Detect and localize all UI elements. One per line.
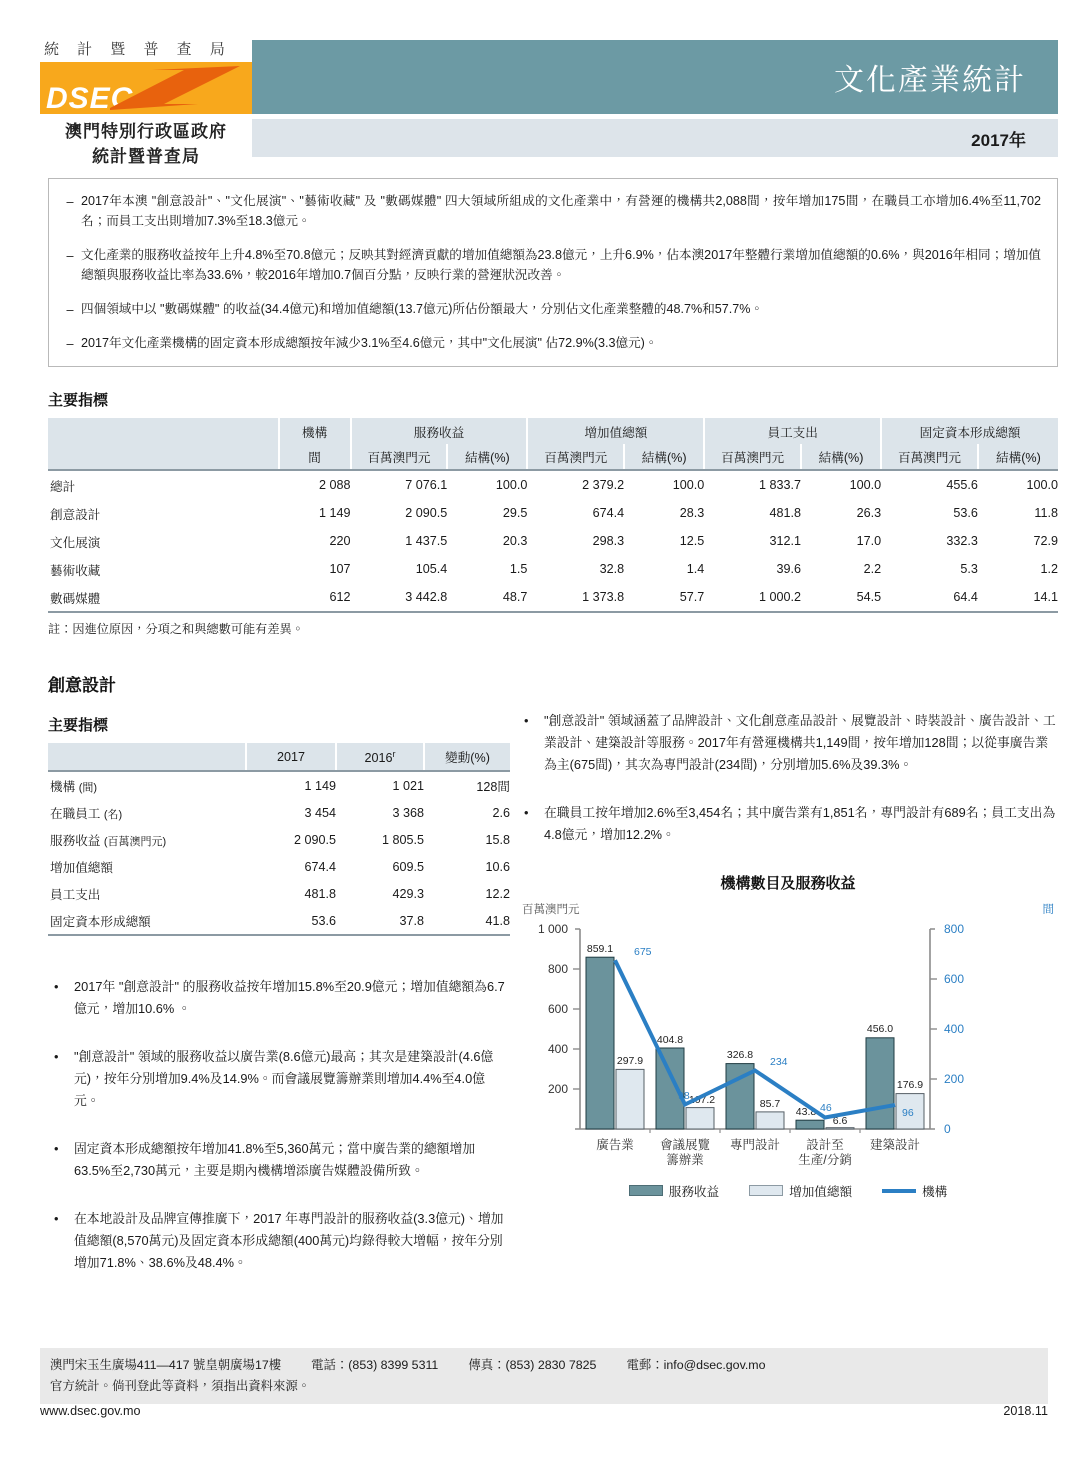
row-label: 文化展演: [50, 535, 101, 550]
footer-disclaimer: 官方統計。倘刊登此等資料，須指出資料來源。: [50, 1379, 311, 1394]
unit-header: 結構(%): [624, 444, 704, 469]
main-table-heading: 主要指標: [48, 392, 109, 410]
cell-2016: 1 805.5: [381, 832, 424, 847]
row-label: 增加值總額: [50, 861, 113, 876]
highlight-item: [59, 299, 1041, 320]
cell: 100.0: [849, 478, 882, 493]
row-label: 總計: [50, 479, 76, 494]
cell: 1 437.5: [405, 534, 448, 549]
group-header-gfcf: 固定資本形成總額: [881, 418, 1058, 444]
bar-label-value-added: 6.6: [832, 1115, 848, 1128]
creative-design-indicators-table: [48, 743, 510, 936]
row-label: 在職員工 (名): [50, 807, 123, 822]
cell: 674.4: [592, 506, 625, 521]
cell: 481.8: [769, 506, 801, 521]
group-header-value-added: 增加值總額: [527, 418, 704, 444]
bar-label-value-added: 176.9: [896, 1079, 924, 1092]
row-label: 藝術收藏: [50, 563, 101, 578]
right-axis: [930, 922, 964, 1136]
line-label: 46: [820, 1102, 832, 1115]
bullet-item: [48, 1138, 508, 1182]
highlight-text: 2017年文化產業機構的固定資本形成總額按年減少3.1%至4.6億元，其中"文化展演" 佔72.9%(3.3億元)。: [81, 335, 658, 350]
logo-orange-plate: [40, 62, 252, 114]
cell: 2 090.5: [405, 506, 448, 521]
corner-cell-2: [48, 444, 279, 469]
table-row: [48, 527, 1058, 555]
cell: 72.9: [1033, 534, 1058, 549]
lightning-bolt-icon: [102, 64, 247, 112]
bar-label-revenue: 43.8: [795, 1106, 817, 1119]
table-row: [48, 907, 510, 934]
bullet-marker: •: [54, 1211, 59, 1227]
row-label: 服務收益 (百萬澳門元): [50, 834, 167, 849]
combo-chart-plot: [518, 917, 1006, 1167]
x-label-1b: 籌辦業: [666, 1153, 704, 1168]
chart-title: 機構數目及服務收益: [720, 875, 856, 893]
bullet-text: 2017年 "創意設計" 的服務收益按年增加15.8%至20.9億元；增加值總額為6.7億元，增加10.6% 。: [74, 979, 505, 1017]
bullet-item: [48, 976, 508, 1020]
y-axis-unit-label: 百萬澳門元: [522, 904, 580, 917]
cell-2017: 481.8: [304, 886, 336, 901]
unit-header: 結構(%): [978, 444, 1058, 469]
x-label-4: 建築設計: [869, 1138, 921, 1153]
page-title: 文化產業統計: [834, 64, 1026, 97]
cell: 32.8: [599, 562, 625, 577]
cell: 1 373.8: [582, 590, 625, 605]
year-bar: [252, 119, 1058, 157]
header-right: [252, 38, 1058, 157]
footer-contact-strip: [40, 1348, 1048, 1404]
right-column: [508, 702, 1080, 1300]
y-tick-1000: 1 000: [537, 922, 568, 937]
x-label-3b: 生產/分銷: [798, 1153, 852, 1168]
main-indicators-table: [48, 418, 1058, 613]
line-label: 234: [770, 1056, 788, 1069]
highlight-text: 文化產業的服務收益按年上升4.8%至70.8億元；反映其對經濟貢獻的增加值總額為23.8億元，上升6.9%，佔本澳2017年整體行業增加值總額的0.6%，與2016年相同；增加值總額與服務收益比率為33.6%，較2016年增加0.7個百分點，反映行業的營運狀況改善。: [81, 247, 1041, 283]
chart-axis-units: [518, 901, 1058, 917]
chart-container: [518, 872, 1058, 1200]
table-row: [48, 583, 1058, 611]
footer-address: 澳門宋玉生廣場411—417 號皇朝廣場17樓: [50, 1358, 282, 1372]
logo-gov-text: [40, 120, 252, 169]
y-tick-600: 600: [547, 1002, 568, 1017]
logo-acronym: DSEC: [46, 82, 134, 114]
cell: 11.8: [1034, 506, 1058, 521]
cell: 57.7: [679, 590, 705, 605]
section-title-creative-design: 創意設計: [48, 676, 116, 696]
cell-2016: 609.5: [392, 859, 424, 874]
bar-label-revenue: 456.0: [866, 1023, 894, 1036]
bar-label-revenue: 326.8: [726, 1049, 754, 1062]
y2-axis-unit-label: 間: [1042, 904, 1054, 917]
two-column-area: [0, 702, 1080, 1300]
line-label: 96: [902, 1107, 914, 1120]
cell-2016: 3 368: [392, 805, 424, 820]
bullet-marker: •: [54, 1049, 59, 1065]
col-header-change: 變動(%): [424, 743, 510, 770]
cell: 100.0: [672, 478, 705, 493]
cell: 2 088: [319, 478, 351, 493]
cell: 332.3: [946, 534, 978, 549]
table-bottom-divider: [48, 611, 1058, 613]
y-tick-400: 400: [547, 1042, 568, 1057]
cell: 312.1: [769, 534, 801, 549]
unit-header: 百萬澳門元: [881, 444, 978, 469]
bullet-text: 在本地設計及品牌宣傳推廣下，2017 年專門設計的服務收益(3.3億元)、增加值總額(8,570萬元)及固定資本形成總額(400萬元)均錄得較大增幅，按年分別增加71.8%、38.6%及48.4%。: [74, 1211, 504, 1271]
table-group-header-row: [48, 418, 1058, 444]
cell-2017: 53.6: [311, 913, 336, 928]
bar-group-mice: [656, 1034, 715, 1129]
logo-gov-line1: 澳門特別行政區政府: [65, 122, 227, 141]
cell: 1 833.7: [758, 478, 801, 493]
unit-header: 百萬澳門元: [704, 444, 801, 469]
page-header: [0, 0, 1080, 170]
group-header-staff-cost: 員工支出: [704, 418, 881, 444]
y2-tick-800: 800: [944, 922, 965, 937]
cell: 612: [329, 590, 351, 605]
legend-swatch-bar-revenue: [629, 1185, 663, 1196]
highlight-item: [59, 191, 1041, 232]
cell: 39.6: [776, 562, 801, 577]
cell: 107: [329, 562, 351, 577]
bullet-text: 在職員工按年增加2.6%至3,454名；其中廣告業有1,851名，專門設計有689名；員工支出為4.8億元，增加12.2%。: [544, 805, 1056, 843]
cell: 100.0: [495, 478, 528, 493]
table-row: [48, 499, 1058, 527]
unit-header: 百萬澳門元: [351, 444, 448, 469]
bar-label-revenue: 404.8: [656, 1034, 684, 1047]
table-row: [48, 826, 510, 853]
bullet-item: [518, 710, 1058, 776]
cell-change: 128間: [476, 780, 510, 795]
title-bar: [252, 40, 1058, 114]
footer-publication-date: 2018.11: [1003, 1404, 1048, 1418]
unit-header: 間: [279, 444, 351, 469]
footer-email[interactable]: 電郵：info@dsec.gov.mo: [626, 1358, 766, 1372]
cell-2016: 1 021: [392, 778, 424, 793]
bullet-marker: •: [54, 1141, 59, 1157]
cell: 12.5: [679, 534, 705, 549]
cell: 220: [329, 534, 351, 549]
dash-marker: –: [66, 248, 74, 263]
cell-change: 41.8: [485, 913, 510, 928]
y2-tick-600: 600: [944, 972, 965, 987]
legend-label: 服務收益: [668, 1185, 720, 1200]
cell: 7 076.1: [405, 478, 448, 493]
cell: 3 442.8: [405, 590, 448, 605]
bullet-item: [48, 1208, 508, 1274]
x-label-1a: 會議展覽: [659, 1138, 711, 1153]
bar-label-value-added: 107.2: [688, 1094, 716, 1107]
left-bullet-list: [48, 976, 508, 1274]
highlight-text: 四個領域中以 "數碼媒體" 的收益(34.4億元)和增加值總額(13.7億元)所佔份額最大，分別佔文化產業整體的48.7%和57.7%。: [81, 301, 764, 316]
row-unit: (間): [78, 782, 98, 795]
legend-item-value-added: [749, 1181, 852, 1200]
logo-top-text: 統 計 暨 普 查 局: [44, 41, 232, 58]
bar-group-architectural-design: [866, 1023, 924, 1129]
row-unit: (百萬澳門元): [103, 836, 167, 849]
cell: 2 379.2: [582, 478, 625, 493]
cell: 100.0: [1026, 478, 1058, 493]
cell: 455.6: [946, 478, 978, 493]
cell-2016: 37.8: [399, 913, 424, 928]
cell-2016: 429.3: [392, 886, 424, 901]
cell: 105.4: [415, 562, 448, 577]
revised-superscript: r: [392, 748, 396, 759]
row-label: 數碼媒體: [50, 591, 101, 606]
row-unit: (名): [103, 809, 123, 822]
legend-label: 增加值總額: [789, 1185, 853, 1200]
bullet-marker: •: [524, 713, 529, 729]
cell: 53.6: [953, 506, 978, 521]
bar-label-value-added: 85.7: [759, 1098, 781, 1111]
table-row: [48, 853, 510, 880]
footer-bottom-row: [40, 1404, 1048, 1418]
legend-label: 機構: [922, 1185, 948, 1200]
highlight-text: 2017年本澳 "創意設計"、"文化展演"、"藝術收藏" 及 "數碼媒體" 四大領域所組成的文化產業中，有營運的機構共2,088間，按年增加175間，在職員工亦增加6.4%至11,702名；而員工支出則增加7.3%至18.3億元。: [81, 194, 1041, 229]
cell-2017: 3 454: [304, 805, 336, 820]
logo-gov-line2: 統計暨普查局: [92, 146, 200, 166]
bullet-item: [48, 1046, 508, 1112]
bullet-marker: •: [54, 979, 59, 995]
x-label-0: 廣告業: [596, 1138, 634, 1153]
cell: 26.3: [856, 506, 882, 521]
cell: 48.7: [502, 590, 528, 605]
table-row: [48, 880, 510, 907]
bar-group-advertising: [586, 943, 644, 1129]
legend-item-service-revenue: [629, 1181, 719, 1200]
cell: 298.3: [592, 534, 625, 549]
y-tick-200: 200: [547, 1082, 568, 1097]
cell: 1 149: [319, 506, 351, 521]
x-axis-labels: [596, 1137, 920, 1167]
table-row: [48, 471, 1058, 499]
row-label: 創意設計: [50, 507, 101, 522]
row-label: 員工支出: [50, 888, 101, 903]
left-column: [0, 702, 508, 1300]
cell: 14.1: [1033, 590, 1058, 605]
group-header-establishments: 機構: [279, 418, 351, 444]
cell: 2.2: [863, 562, 882, 577]
col-header-2017: 2017: [246, 743, 336, 770]
cell-change: 15.8: [485, 832, 510, 847]
highlight-item: [59, 245, 1041, 286]
group-header-service-revenue: 服務收益: [351, 418, 528, 444]
cell: 28.3: [679, 506, 705, 521]
table-note: 註：因進位原因，分項之和與總數可能有差異。: [48, 622, 304, 637]
table-header-row: [48, 743, 510, 770]
dsec-logo: [40, 38, 252, 169]
legend-swatch-bar-value-added: [749, 1185, 783, 1196]
dash-marker: –: [66, 336, 74, 351]
table-row: [48, 555, 1058, 583]
cell: 1.5: [509, 562, 528, 577]
highlight-item: [59, 333, 1041, 354]
bullet-item: [518, 802, 1058, 846]
cell: 29.5: [502, 506, 528, 521]
unit-header: 結構(%): [447, 444, 527, 469]
legend-swatch-line: [882, 1189, 916, 1193]
line-label: 98: [678, 1090, 690, 1103]
cell: 5.3: [960, 562, 978, 577]
dash-marker: –: [66, 195, 74, 209]
bullet-text: "創意設計" 領域的服務收益以廣告業(8.6億元)最高；其次是建築設計(4.6億元)，按年分別增加9.4%及14.9%。而會議展覽籌辦業則增加4.4%至4.0億元。: [74, 1049, 494, 1109]
table-bottom-divider: [48, 934, 510, 936]
y2-tick-0: 0: [944, 1122, 951, 1137]
footer-contact-row: [50, 1355, 1038, 1376]
cell-change: 2.6: [492, 805, 510, 820]
footer-fax: 傳真：(853) 2830 7825: [468, 1358, 597, 1372]
bullet-text: 固定資本形成總額按年增加41.8%至5,360萬元；當中廣告業的總額增加63.5%至2,730萬元，主要是期內機構增添廣告媒體設備所致。: [74, 1141, 476, 1179]
bullet-text: "創意設計" 領域涵蓋了品牌設計、文化創意產品設計、展覽設計、時裝設計、廣告設計、工業設計、建築設計等服務。2017年有營運機構共1,149間，按年增加128間；以從事廣告業為主(675間)，其次為專門設計(234間)，分別增加5.6%及39.3%。: [544, 713, 1056, 773]
chart-legend: [518, 1181, 1058, 1200]
bar-label-value-added: 297.9: [616, 1055, 644, 1068]
footer-website-link[interactable]: www.dsec.gov.mo: [40, 1404, 141, 1418]
cell: 20.3: [502, 534, 528, 549]
y-tick-800: 800: [547, 962, 568, 977]
row-label: 固定資本形成總額: [50, 915, 151, 930]
right-bullet-list: [518, 710, 1058, 846]
section2-table-heading: 主要指標: [48, 717, 109, 735]
reference-year: 2017年: [971, 130, 1026, 150]
cell: 64.4: [953, 590, 978, 605]
cell: 1.2: [1040, 562, 1058, 577]
unit-header: 百萬澳門元: [527, 444, 624, 469]
cell: 1.4: [686, 562, 705, 577]
corner-cell: [48, 418, 279, 444]
bullet-marker: •: [524, 805, 529, 821]
table-row: [48, 799, 510, 826]
cell-2017: 2 090.5: [293, 832, 336, 847]
cell-2017: 1 149: [304, 778, 336, 793]
cell: 54.5: [856, 590, 882, 605]
bar-label-revenue: 859.1: [586, 943, 614, 956]
col-header-2016: 2016$^r$: [336, 743, 424, 770]
legend-item-establishments: [882, 1181, 947, 1200]
dash-marker: –: [66, 302, 74, 317]
cell: 1 000.2: [758, 590, 801, 605]
footer-telephone: 電話：(853) 8399 5311: [311, 1358, 439, 1372]
cell-change: 12.2: [485, 886, 510, 901]
line-label: 675: [634, 946, 652, 959]
y2-tick-200: 200: [944, 1072, 965, 1087]
cell-2017: 674.4: [304, 859, 336, 874]
left-axis: [538, 922, 580, 1129]
table-unit-header-row: [48, 444, 1058, 469]
table-row: [48, 772, 510, 799]
highlights-box: [48, 178, 1058, 367]
x-label-3a: 設計至: [806, 1138, 844, 1153]
cell: 17.0: [856, 534, 882, 549]
row-label: 機構 (間): [50, 780, 98, 795]
y2-tick-400: 400: [944, 1022, 965, 1037]
x-label-2: 專門設計: [729, 1138, 781, 1153]
cell-change: 10.6: [485, 859, 510, 874]
corner-cell: [48, 743, 246, 770]
unit-header: 結構(%): [801, 444, 881, 469]
